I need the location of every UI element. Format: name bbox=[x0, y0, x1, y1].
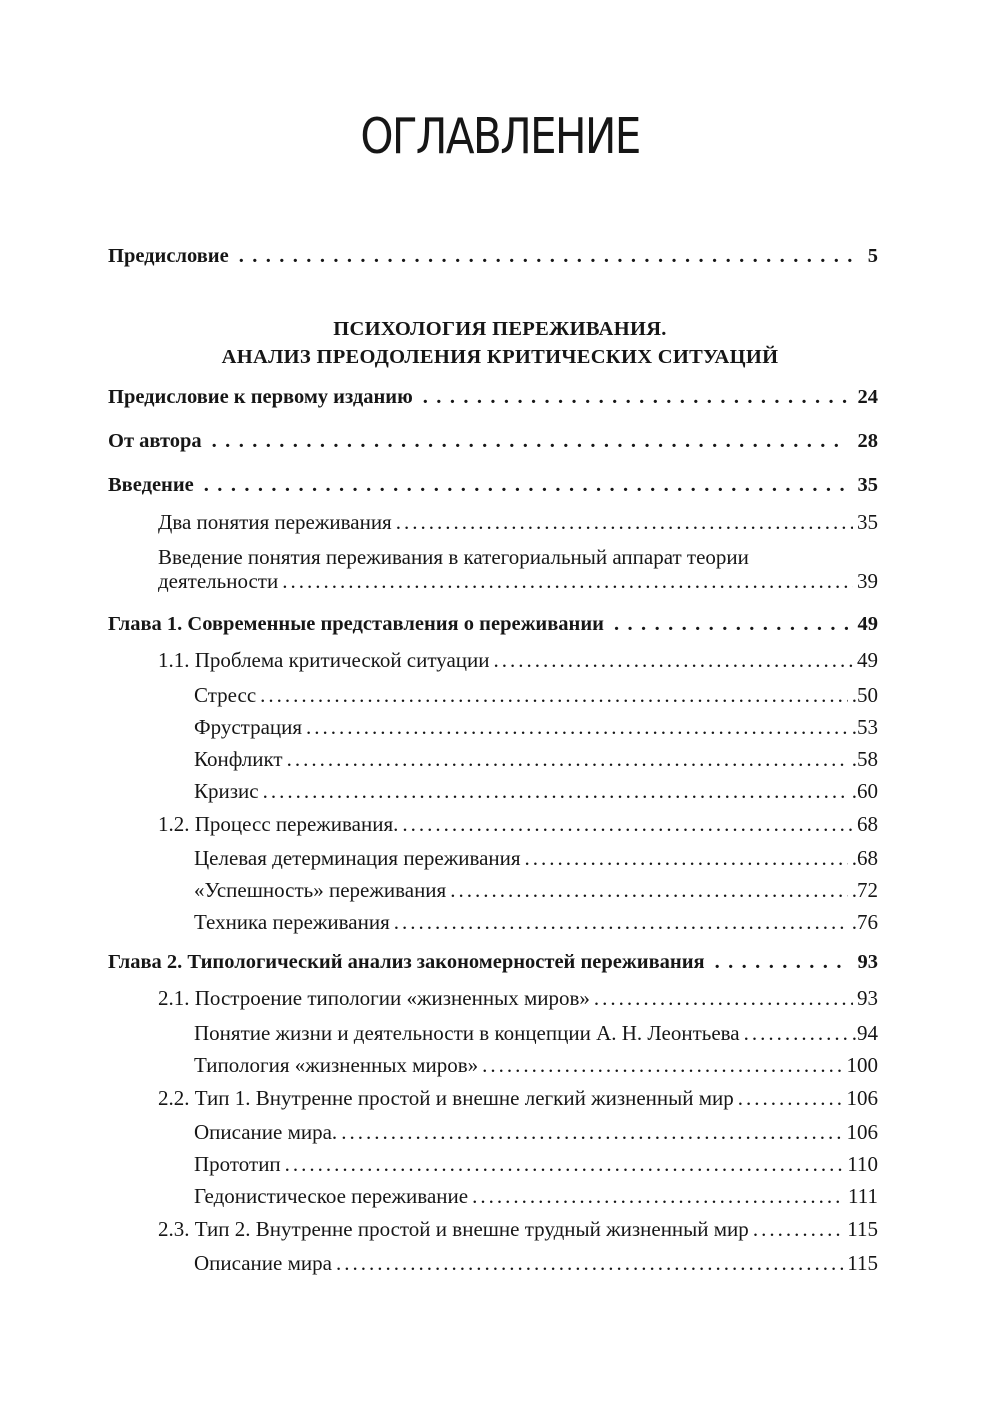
toc-entry-page: .53 bbox=[851, 715, 878, 739]
toc-entry-page: 93 bbox=[857, 986, 878, 1010]
dot-leader bbox=[450, 878, 848, 903]
section-heading-line-1: ПСИХОЛОГИЯ ПЕРЕЖИВАНИЯ. bbox=[333, 318, 667, 340]
toc-entry-title: Предисловие bbox=[108, 245, 229, 267]
toc-entry-title: 2.3. Тип 2. Внутренне простой и внешне трудный жизненный мир bbox=[158, 1217, 749, 1241]
toc-entry[interactable] bbox=[108, 245, 878, 268]
toc-entry-title: Глава 2. Типологический анализ закономерностей переживания bbox=[108, 951, 705, 973]
toc-entry-title: Описание мира. bbox=[194, 1120, 338, 1144]
toc-entry-title: 1.1. Проблема критической ситуации bbox=[158, 648, 490, 672]
toc-entry-title: Два понятия переживания bbox=[158, 510, 392, 534]
toc-entry-title: Конфликт bbox=[194, 747, 283, 771]
toc-entry-page: 115 bbox=[847, 1251, 878, 1275]
toc-entry[interactable] bbox=[194, 779, 878, 804]
toc-entry-page: 28 bbox=[857, 430, 878, 452]
toc-entry[interactable] bbox=[108, 613, 878, 636]
toc-entry-page: 68 bbox=[857, 812, 878, 836]
toc-entry[interactable] bbox=[194, 1152, 878, 1177]
toc-entry[interactable] bbox=[108, 386, 878, 409]
toc-entry-page: 111 bbox=[848, 1184, 878, 1208]
toc-entry-page: 100 bbox=[846, 1053, 878, 1077]
dot-leader bbox=[260, 683, 848, 708]
toc-entry[interactable] bbox=[158, 1217, 878, 1242]
toc-entry-title: Предисловие к первому изданию bbox=[108, 386, 413, 408]
dot-leader bbox=[336, 1251, 843, 1276]
toc-entry-title: Глава 1. Современные представления о переживании bbox=[108, 613, 604, 635]
toc-entry-page: .50 bbox=[851, 683, 878, 707]
dot-leader bbox=[394, 910, 848, 935]
toc-entry[interactable] bbox=[194, 747, 878, 772]
toc-entry-page: 49 bbox=[857, 613, 878, 635]
dot-leader bbox=[715, 951, 848, 974]
dot-leader bbox=[614, 613, 848, 636]
toc-entry-page: 93 bbox=[857, 951, 878, 973]
dot-leader bbox=[341, 1120, 842, 1145]
toc-entry-page: .60 bbox=[851, 779, 878, 803]
toc-entry[interactable] bbox=[194, 910, 878, 935]
toc-entry-title: Гедонистическое переживание bbox=[194, 1184, 469, 1208]
toc-entry[interactable] bbox=[158, 510, 878, 535]
dot-leader bbox=[402, 812, 853, 837]
toc-entry[interactable] bbox=[194, 1251, 878, 1276]
toc-entry-title-line-1: Введение понятия переживания в категориальный аппарат теории bbox=[158, 545, 749, 569]
toc-entry-page: .76 bbox=[851, 910, 878, 934]
dot-leader bbox=[744, 1021, 848, 1046]
toc-entry-title: Описание мира bbox=[194, 1251, 332, 1275]
toc-entry-page: 115 bbox=[847, 1217, 878, 1241]
toc-entry[interactable] bbox=[194, 1120, 878, 1145]
toc-entry-page: 106 bbox=[846, 1120, 878, 1144]
toc-entry-title: 1.2. Процесс переживания. bbox=[158, 812, 399, 836]
toc-entry[interactable] bbox=[194, 1021, 878, 1046]
toc-entry-page: 49 bbox=[857, 648, 878, 672]
dot-leader bbox=[285, 1152, 844, 1177]
toc-entry-page: .68 bbox=[851, 846, 878, 870]
toc-entry-page: .72 bbox=[851, 878, 878, 902]
dot-leader bbox=[423, 386, 848, 409]
toc-entry-title: Прототип bbox=[194, 1152, 281, 1176]
toc-entry[interactable] bbox=[194, 683, 878, 708]
toc-entry[interactable] bbox=[194, 846, 878, 871]
toc-entry[interactable] bbox=[108, 951, 878, 974]
toc-entry-title: От автора bbox=[108, 430, 202, 452]
toc-entry-title: «Успешность» переживания bbox=[194, 878, 447, 902]
section-heading-line-2: АНАЛИЗ ПРЕОДОЛЕНИЯ КРИТИЧЕСКИХ СИТУАЦИЙ bbox=[221, 346, 779, 368]
dot-leader bbox=[494, 648, 853, 673]
dot-leader bbox=[212, 430, 848, 453]
toc-entry-page: 39 bbox=[857, 569, 878, 593]
dot-leader bbox=[287, 747, 848, 772]
toc-entry-title: Понятие жизни и деятельности в концепции А. Н. Леонтьева bbox=[194, 1021, 740, 1045]
toc-entry-title: Типология «жизненных миров» bbox=[194, 1053, 479, 1077]
toc-entry-page: 24 bbox=[857, 386, 878, 408]
dot-leader bbox=[306, 715, 848, 740]
toc-entry[interactable] bbox=[108, 474, 878, 497]
toc-entry[interactable] bbox=[158, 986, 878, 1011]
toc-entry-page: .94 bbox=[851, 1021, 878, 1045]
toc-entry-title: 2.1. Построение типологии «жизненных миров» bbox=[158, 986, 590, 1010]
toc-entry-title: 2.2. Тип 1. Внутренне простой и внешне легкий жизненный мир bbox=[158, 1086, 734, 1110]
toc-entry[interactable] bbox=[158, 812, 878, 837]
dot-leader bbox=[738, 1086, 843, 1111]
dot-leader bbox=[282, 569, 853, 594]
toc-entry-title: Фрустрация bbox=[194, 715, 303, 739]
toc-entry-page: 110 bbox=[847, 1152, 878, 1176]
toc-entry[interactable] bbox=[194, 1184, 878, 1209]
toc-entry-title: Стресс bbox=[194, 683, 257, 707]
toc-entry-page: .58 bbox=[851, 747, 878, 771]
dot-leader bbox=[594, 986, 853, 1011]
toc-entry-page: 5 bbox=[867, 245, 878, 267]
toc-entry[interactable] bbox=[158, 648, 878, 673]
dot-leader bbox=[263, 779, 848, 804]
toc-entry[interactable] bbox=[194, 1053, 878, 1078]
toc-entry-title: Кризис bbox=[194, 779, 259, 803]
toc-entry-title: деятельности bbox=[158, 569, 279, 593]
dot-leader bbox=[525, 846, 848, 871]
toc-entry[interactable] bbox=[158, 1086, 878, 1111]
toc-entry-page: 35 bbox=[857, 510, 878, 534]
dot-leader bbox=[472, 1184, 844, 1209]
toc-entry-page: 106 bbox=[846, 1086, 878, 1110]
dot-leader bbox=[239, 245, 858, 268]
toc-entry[interactable] bbox=[194, 715, 878, 740]
toc-entry-title: Целевая детерминация переживания bbox=[194, 846, 521, 870]
dot-leader bbox=[396, 510, 853, 535]
toc-entry[interactable] bbox=[108, 430, 878, 453]
dot-leader bbox=[753, 1217, 843, 1242]
dot-leader bbox=[204, 474, 848, 497]
toc-entry-page: 35 bbox=[857, 474, 878, 496]
toc-entry[interactable] bbox=[194, 878, 878, 903]
toc-entry-title: Введение bbox=[108, 474, 194, 496]
page-title: ОГЛАВЛЕНИЕ bbox=[360, 108, 640, 165]
dot-leader bbox=[482, 1053, 842, 1078]
toc-entry-title: Техника переживания bbox=[194, 910, 390, 934]
toc-entry[interactable] bbox=[158, 569, 878, 594]
